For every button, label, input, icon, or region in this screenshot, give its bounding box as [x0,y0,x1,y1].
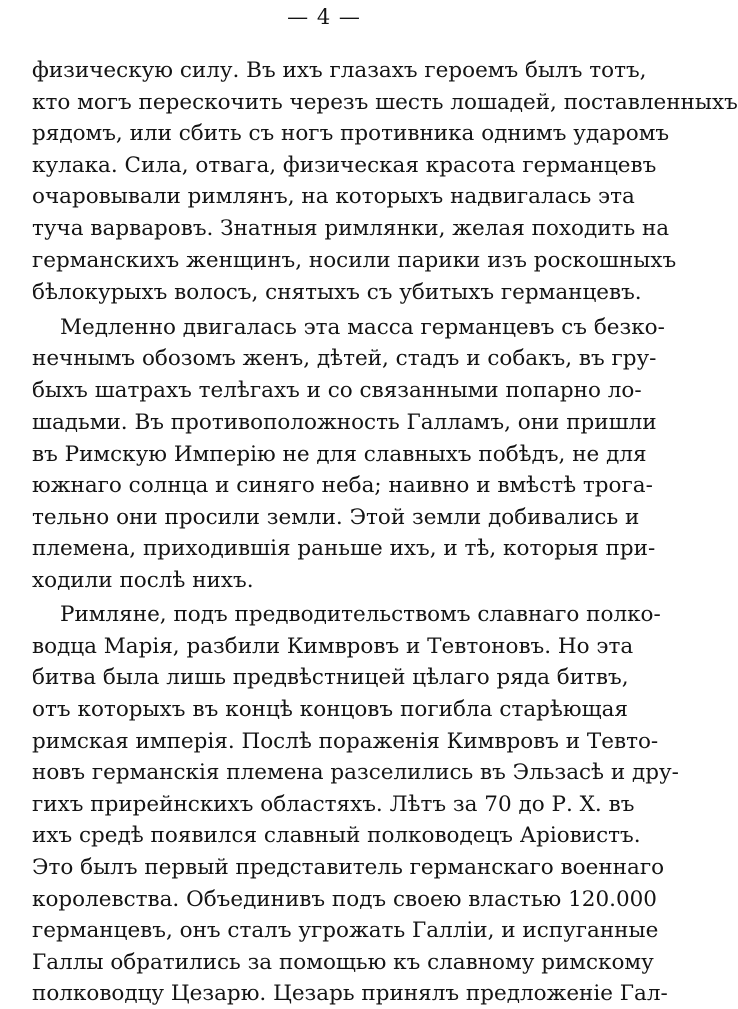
text-line: Это былъ первый представитель германскаго военнаго [32,855,665,880]
text-line: кулака. Сила, отвага, физическая красота германцевъ [32,153,657,178]
text-line: бѣлокурыхъ волосъ, снятыхъ съ убитыхъ германцевъ. [32,280,642,305]
text-line: Галлы обратились за помощью къ славному римскому [32,950,654,975]
text-line: Римляне, подъ предводительствомъ славнаго полко- [60,602,661,627]
text-line: нечнымъ обозомъ женъ, дѣтей, стадъ и собакъ, въ гру- [32,346,657,371]
text-line: ходили послѣ нихъ. [32,568,254,593]
text-line: кто могъ перескочить черезъ шесть лошадей, поставленныхъ [32,90,738,115]
text-line: южнаго солнца и синяго неба; наивно и вмѣстѣ трога- [32,473,653,498]
text-line: туча варваровъ. Знатныя римлянки, желая походить на [32,216,670,241]
text-line: германцевъ, онъ сталъ угрожать Галліи, и испуганные [32,918,659,943]
text-line: въ Римскую Имперію не для славныхъ побѣдъ, не для [32,442,647,467]
text-line: королевства. Объединивъ подъ своею властью 120.000 [32,887,657,912]
text-line: шадьми. Въ противоположность Галламъ, они пришли [32,410,657,435]
text-line: германскихъ женщинъ, носили парики изъ роскошныхъ [32,248,677,273]
text-line: битва была лишь предвѣстницей цѣлаго ряда битвъ, [32,665,629,690]
text-line: Медленно двигалась эта масса германцевъ съ безко- [60,315,665,340]
text-line: ихъ средѣ появился славный полководецъ Аріовистъ. [32,823,641,848]
text-line: полководцу Цезарю. Цезарь принялъ предложеніе Гал- [32,981,668,1006]
text-line: очаровывали римлянъ, на которыхъ надвигалась эта [32,184,635,209]
text-line: рядомъ, или сбить съ ногъ противника однимъ ударомъ [32,121,670,146]
text-line: римская имперія. Послѣ пораженія Кимвровъ и Тевто- [32,729,659,754]
text-line: отъ которыхъ въ концѣ концовъ погибла старѣющая [32,697,628,722]
text-line: гихъ прирейнскихъ областяхъ. Лѣтъ за 70 до Р. Х. въ [32,792,635,817]
text-line: быхъ шатрахъ телѣгахъ и со связанными попарно ло- [32,378,642,403]
text-line: тельно они просили земли. Этой земли добивались и [32,505,640,530]
text-line: новъ германскія племена разселились въ Эльзасѣ и дру- [32,760,679,785]
text-line: физическую силу. Въ ихъ глазахъ героемъ былъ тотъ, [32,58,647,83]
text-line: водца Марія, разбили Кимвровъ и Тевтоновъ. Но эта [32,634,634,659]
page-number: — 4 — [287,5,361,29]
text-line: племена, приходившія раньше ихъ, и тѣ, которыя при- [32,536,656,561]
